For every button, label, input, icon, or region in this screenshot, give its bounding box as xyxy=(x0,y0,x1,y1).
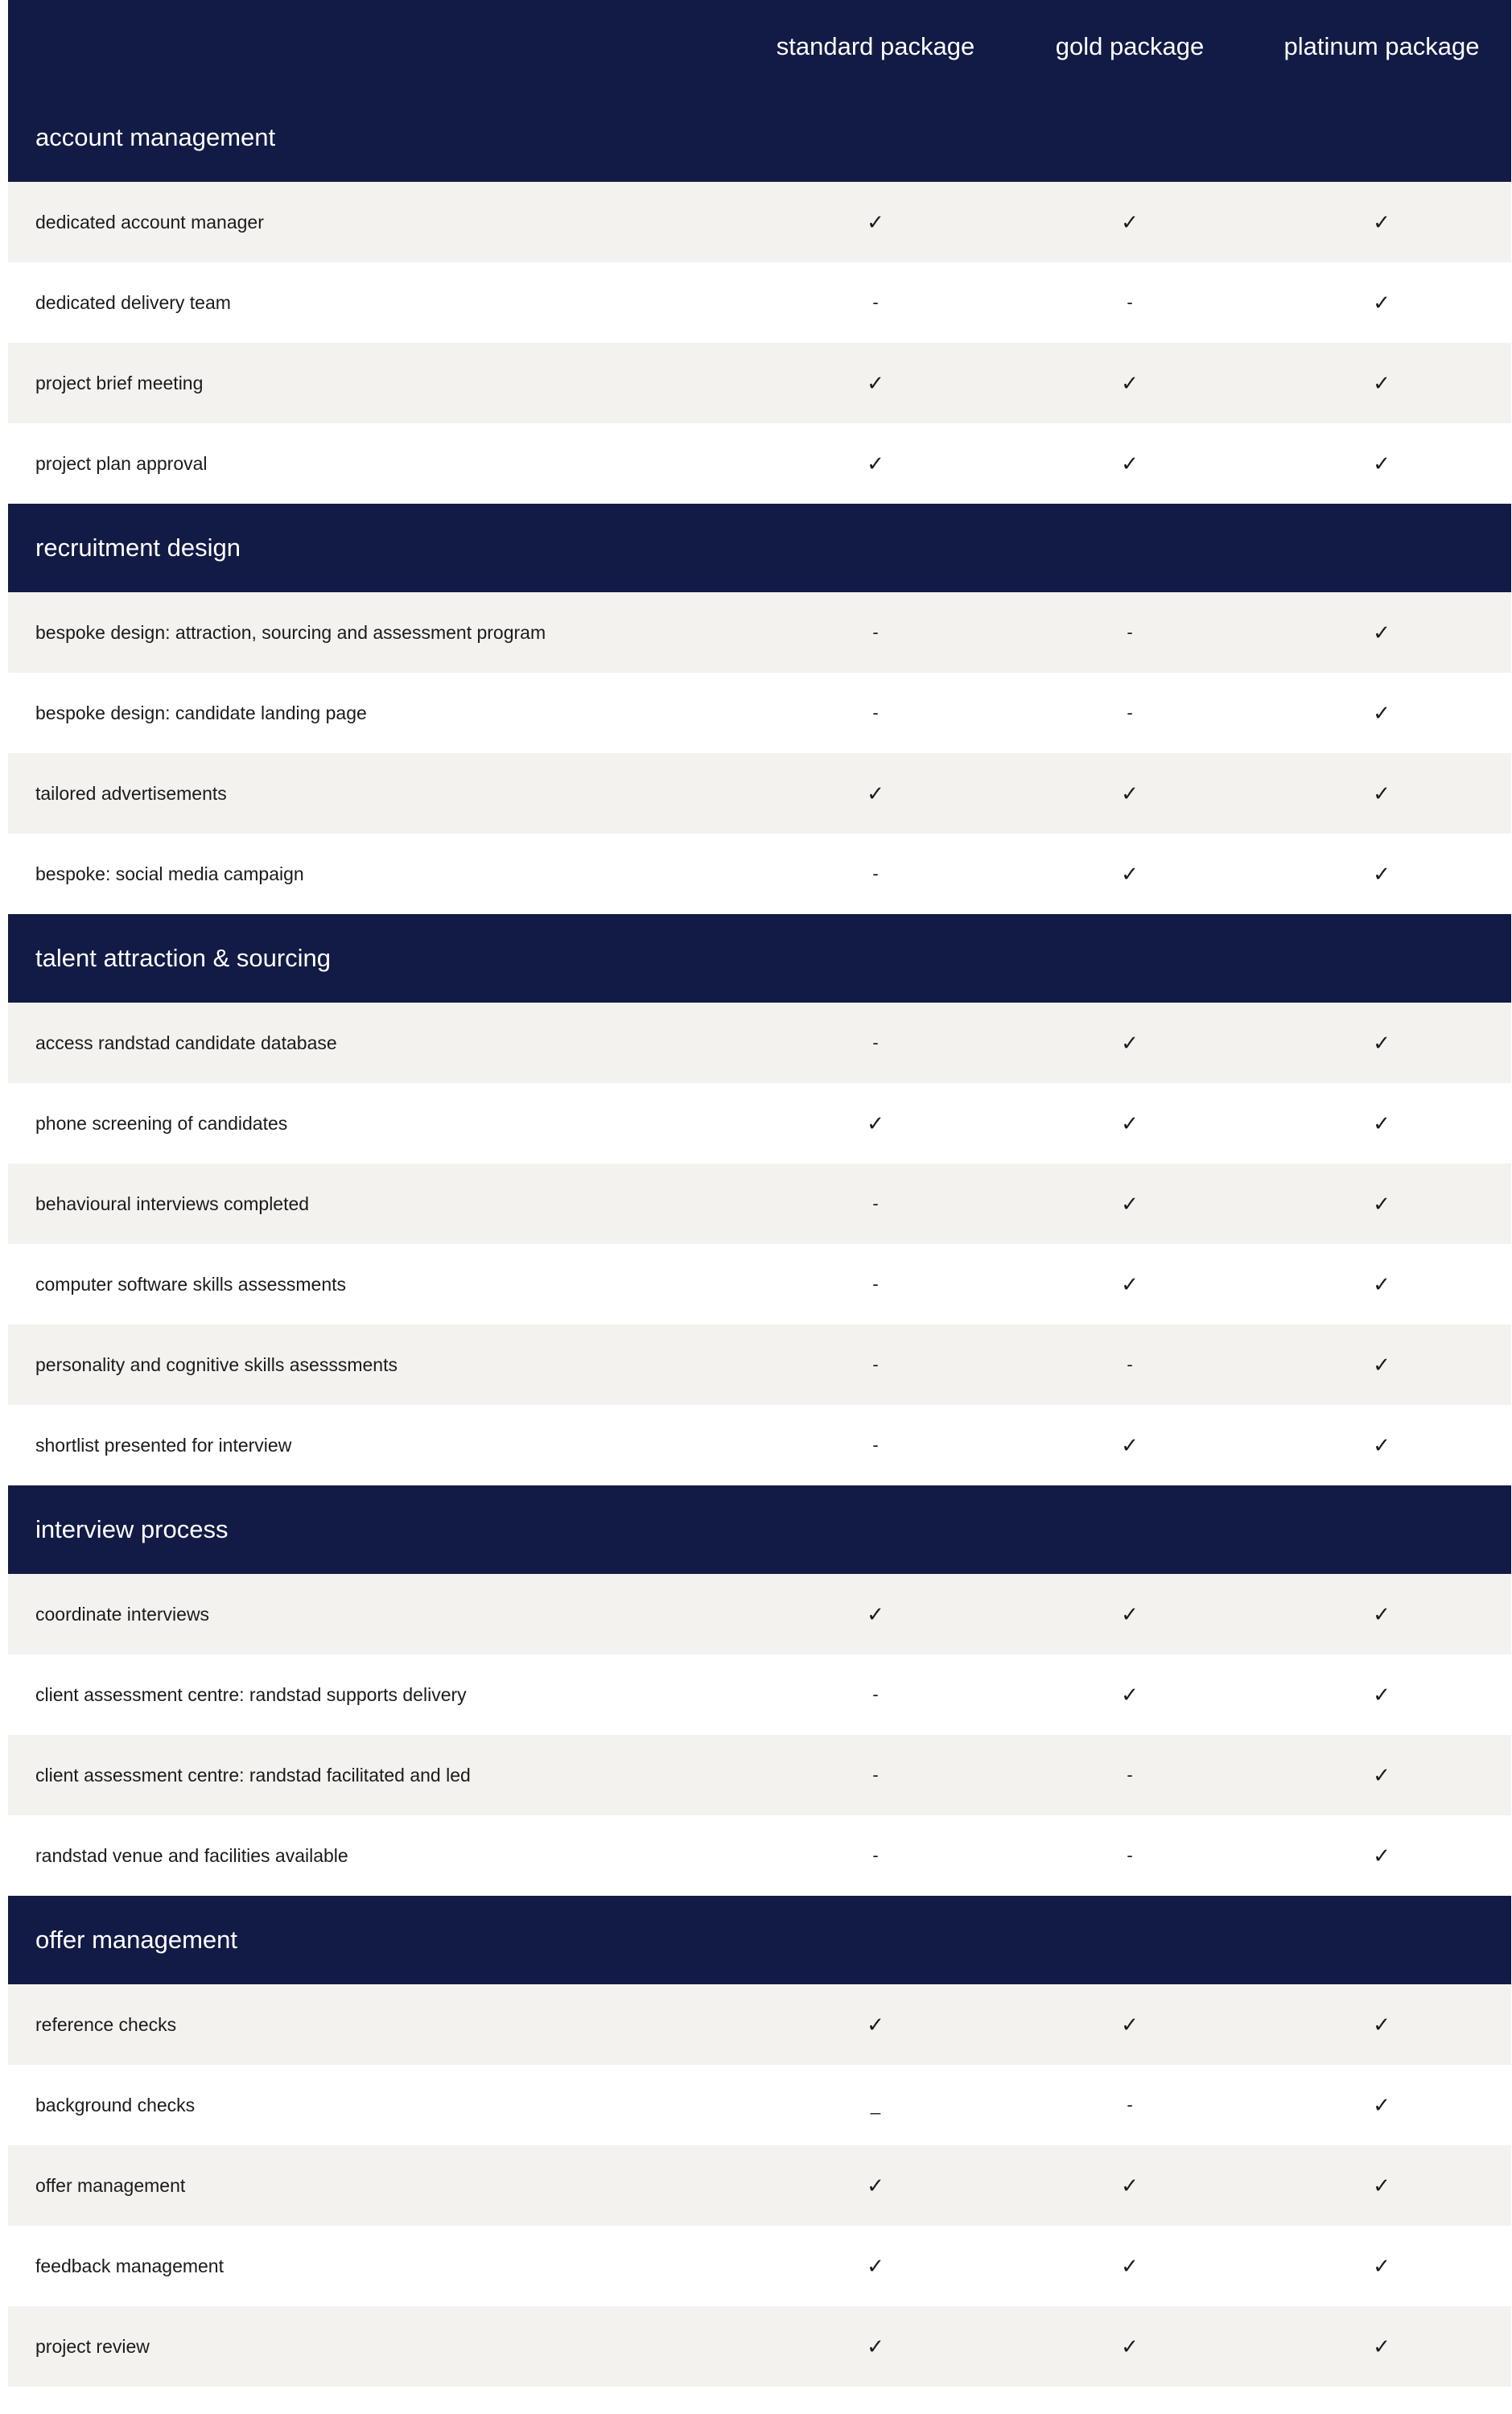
not-included-standard: - xyxy=(872,1193,879,1213)
check-icon-platinum: ✓ xyxy=(1373,1763,1390,1787)
table-row xyxy=(8,2065,1511,2145)
column-header-standard: standard package xyxy=(776,32,975,60)
not-included-gold: - xyxy=(1127,2095,1133,2115)
not-included-standard: - xyxy=(872,1032,879,1053)
check-icon-gold: ✓ xyxy=(1121,2173,1139,2198)
not-included-standard: - xyxy=(872,1435,879,1455)
table-row xyxy=(8,2226,1511,2306)
feature-label: computer software skills assessments xyxy=(35,1273,347,1295)
check-icon-platinum: ✓ xyxy=(1373,1843,1390,1868)
column-header-platinum: platinum package xyxy=(1283,32,1480,60)
feature-label: behavioural interviews completed xyxy=(35,1193,310,1214)
section-header xyxy=(8,1896,1511,1984)
table-row xyxy=(8,834,1511,914)
check-icon-gold: ✓ xyxy=(1121,1683,1139,1707)
feature-label: feedback management xyxy=(35,2255,224,2276)
not-included-standard: - xyxy=(872,702,879,723)
check-icon-platinum: ✓ xyxy=(1373,1683,1390,1707)
check-icon-platinum: ✓ xyxy=(1373,451,1390,476)
feature-label: background checks xyxy=(35,2094,196,2115)
check-icon-standard: ✓ xyxy=(867,371,884,395)
table-row xyxy=(8,1003,1511,1083)
feature-label: bespoke design: attraction, sourcing and assessment program xyxy=(35,621,546,643)
feature-label: bespoke design: candidate landing page xyxy=(35,702,367,723)
table-row xyxy=(8,182,1511,262)
not-included-standard: - xyxy=(872,1354,879,1374)
check-icon-platinum: ✓ xyxy=(1373,210,1390,234)
section-title: offer management xyxy=(35,1926,238,1954)
not-included-standard: _ xyxy=(870,2095,881,2115)
table-row xyxy=(8,262,1511,343)
not-included-gold: - xyxy=(1127,702,1133,723)
check-icon-standard: ✓ xyxy=(867,2012,884,2037)
feature-label: dedicated account manager xyxy=(35,211,264,233)
check-icon-standard: ✓ xyxy=(867,2334,884,2358)
feature-label: access randstad candidate database xyxy=(35,1032,337,1053)
check-icon-gold: ✓ xyxy=(1121,1031,1139,1055)
check-icon-gold: ✓ xyxy=(1121,1272,1139,1296)
table-row xyxy=(8,1324,1511,1405)
table-row xyxy=(8,673,1511,753)
table-row xyxy=(8,592,1511,673)
feature-label: bespoke: social media campaign xyxy=(35,863,304,884)
check-icon-gold: ✓ xyxy=(1121,781,1139,805)
not-included-standard: - xyxy=(872,1684,879,1704)
check-icon-platinum: ✓ xyxy=(1373,2093,1390,2117)
table-row xyxy=(8,753,1511,834)
check-icon-platinum: ✓ xyxy=(1373,2334,1390,2358)
table-row xyxy=(8,2306,1511,2387)
check-icon-platinum: ✓ xyxy=(1373,1272,1390,1296)
table-row xyxy=(8,1574,1511,1654)
not-included-standard: - xyxy=(872,622,879,642)
feature-label: dedicated delivery team xyxy=(35,291,231,313)
table-row xyxy=(8,2145,1511,2226)
feature-label: reference checks xyxy=(35,2013,177,2035)
check-icon-platinum: ✓ xyxy=(1373,1353,1390,1377)
table-body xyxy=(8,93,1511,2387)
table-row xyxy=(8,343,1511,423)
not-included-standard: - xyxy=(872,1845,879,1865)
section-title: recruitment design xyxy=(35,533,241,562)
table-row xyxy=(8,1815,1511,1896)
feature-label: client assessment centre: randstad supports delivery xyxy=(35,1683,467,1705)
table-row xyxy=(8,1164,1511,1244)
check-icon-gold: ✓ xyxy=(1121,1433,1139,1457)
section-title: talent attraction & sourcing xyxy=(35,944,332,972)
check-icon-gold: ✓ xyxy=(1121,371,1139,395)
check-icon-platinum: ✓ xyxy=(1373,1602,1390,1626)
check-icon-platinum: ✓ xyxy=(1373,2173,1390,2198)
check-icon-gold: ✓ xyxy=(1121,451,1139,476)
not-included-gold: - xyxy=(1127,1845,1133,1865)
check-icon-platinum: ✓ xyxy=(1373,2254,1390,2278)
check-icon-platinum: ✓ xyxy=(1373,1031,1390,1055)
check-icon-gold: ✓ xyxy=(1121,1111,1139,1135)
check-icon-standard: ✓ xyxy=(867,2173,884,2198)
feature-label: project brief meeting xyxy=(35,372,204,393)
check-icon-standard: ✓ xyxy=(867,210,884,234)
check-icon-platinum: ✓ xyxy=(1373,1192,1390,1216)
table-row xyxy=(8,423,1511,504)
check-icon-gold: ✓ xyxy=(1121,1602,1139,1626)
section-header xyxy=(8,914,1511,1003)
not-included-standard: - xyxy=(872,292,879,312)
table-row xyxy=(8,1984,1511,2065)
table-row xyxy=(8,1244,1511,1324)
check-icon-platinum: ✓ xyxy=(1373,371,1390,395)
check-icon-platinum: ✓ xyxy=(1373,701,1390,725)
check-icon-platinum: ✓ xyxy=(1373,290,1390,315)
feature-label: project review xyxy=(35,2335,150,2357)
check-icon-gold: ✓ xyxy=(1121,2254,1139,2278)
feature-label: phone screening of candidates xyxy=(35,1112,288,1134)
check-icon-platinum: ✓ xyxy=(1373,1433,1390,1457)
check-icon-standard: ✓ xyxy=(867,2254,884,2278)
check-icon-standard: ✓ xyxy=(867,1602,884,1626)
not-included-standard: - xyxy=(872,1765,879,1785)
check-icon-standard: ✓ xyxy=(867,451,884,476)
check-icon-gold: ✓ xyxy=(1121,1192,1139,1216)
check-icon-gold: ✓ xyxy=(1121,2012,1139,2037)
not-included-gold: - xyxy=(1127,1354,1133,1374)
feature-label: shortlist presented for interview xyxy=(35,1434,292,1456)
column-header-gold: gold package xyxy=(1055,32,1205,60)
feature-label: client assessment centre: randstad facilitated and led xyxy=(35,1764,471,1786)
table-row xyxy=(8,1083,1511,1164)
check-icon-gold: ✓ xyxy=(1121,862,1139,886)
section-title: interview process xyxy=(35,1515,229,1543)
check-icon-gold: ✓ xyxy=(1121,2334,1139,2358)
feature-label: randstad venue and facilities available xyxy=(35,1844,348,1866)
section-header xyxy=(8,93,1511,182)
table-row xyxy=(8,1654,1511,1735)
check-icon-platinum: ✓ xyxy=(1373,620,1390,645)
table-row xyxy=(8,1405,1511,1485)
check-icon-standard: ✓ xyxy=(867,781,884,805)
feature-label: offer management xyxy=(35,2174,186,2196)
section-title: account management xyxy=(35,123,276,151)
check-icon-platinum: ✓ xyxy=(1373,862,1390,886)
not-included-standard: - xyxy=(872,1274,879,1294)
package-comparison-table xyxy=(8,0,1511,2387)
not-included-gold: - xyxy=(1127,1765,1133,1785)
check-icon-standard: ✓ xyxy=(867,1111,884,1135)
check-icon-gold: ✓ xyxy=(1121,210,1139,234)
feature-label: personality and cognitive skills asesssments xyxy=(35,1353,398,1375)
table-header xyxy=(8,0,1511,93)
feature-label: project plan approval xyxy=(35,452,208,474)
feature-label: tailored advertisements xyxy=(35,782,227,804)
check-icon-platinum: ✓ xyxy=(1373,2012,1390,2037)
not-included-gold: - xyxy=(1127,622,1133,642)
check-icon-platinum: ✓ xyxy=(1373,781,1390,805)
section-header xyxy=(8,1485,1511,1574)
not-included-gold: - xyxy=(1127,292,1133,312)
feature-label: coordinate interviews xyxy=(35,1603,210,1625)
section-header xyxy=(8,504,1511,592)
check-icon-platinum: ✓ xyxy=(1373,1111,1390,1135)
not-included-standard: - xyxy=(872,863,879,884)
table-row xyxy=(8,1735,1511,1815)
